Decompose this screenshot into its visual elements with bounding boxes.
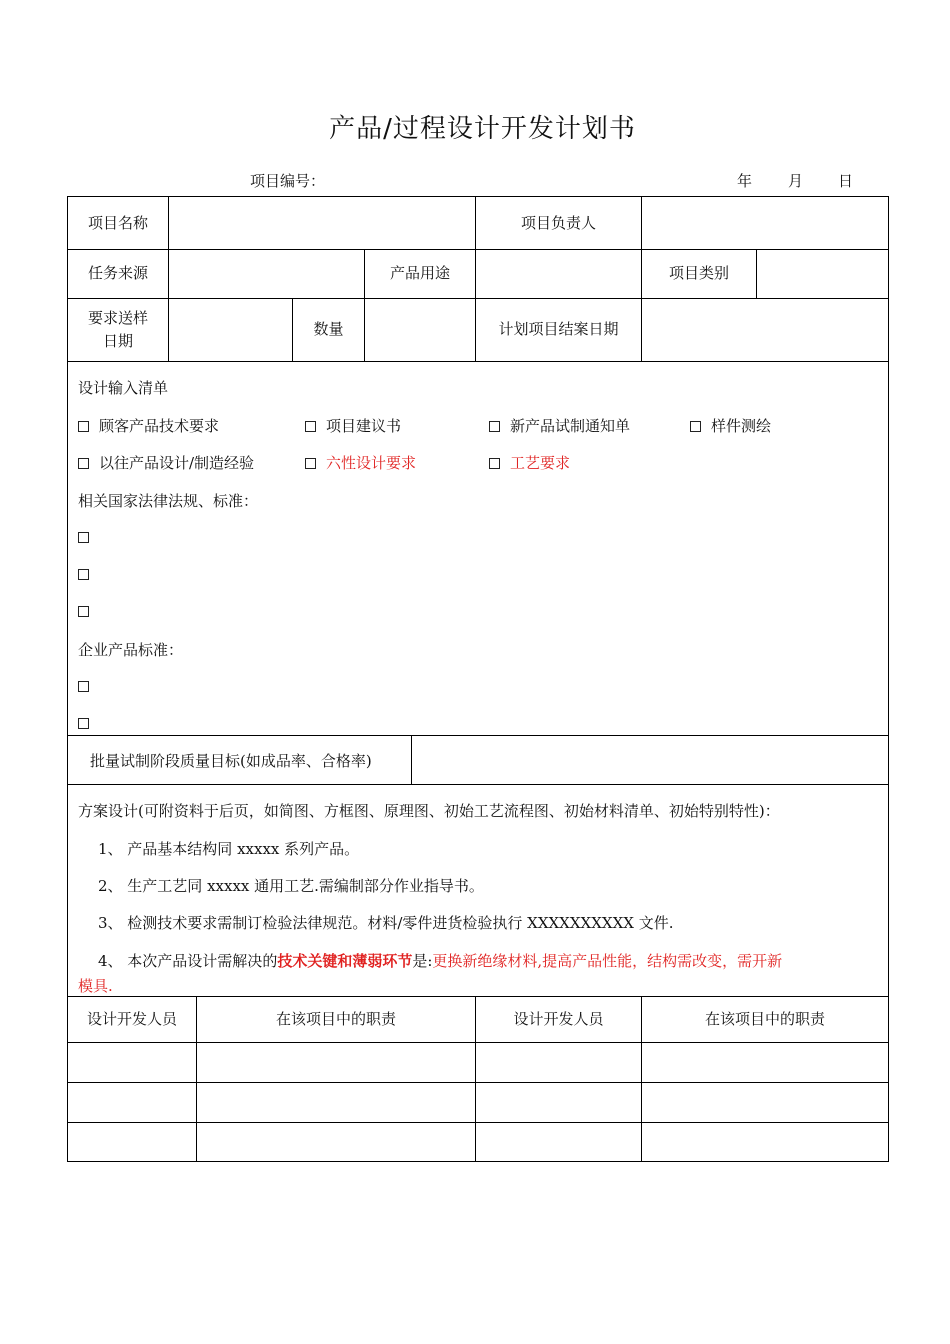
project-leader-field[interactable] <box>642 197 888 249</box>
plan-design-heading: 方案设计(可附资料于后页，如简图、方框图、原理图、初始工艺流程图、初始材料清单、初始特别特性)： <box>78 802 780 820</box>
task-source-label: 任务来源 <box>87 264 148 282</box>
checkbox-icon[interactable] <box>489 421 500 432</box>
plan-item-3: 3、 检测技术要求需制订检验法律规范。材料/零件进货检验执行 XXXXXXXXXX 文件. <box>98 914 674 932</box>
project-no-label: 项目编号： <box>250 172 326 190</box>
quality-target-field[interactable] <box>412 736 888 784</box>
row-divider <box>68 1042 889 1043</box>
staff-col-header-1: 设计开发人员 <box>86 1010 177 1028</box>
plan-item-4-mid: 是: <box>412 952 433 970</box>
checkbox-icon[interactable] <box>78 532 89 543</box>
staff-col-header-4: 在该项目中的职责 <box>704 1010 825 1028</box>
staff-col-header-3: 设计开发人员 <box>513 1010 604 1028</box>
product-usage-label: 产品用途 <box>389 264 450 282</box>
plan-item-4-prefix: 4、 本次产品设计需解决的 <box>98 952 278 970</box>
sample-date-label-line2: 日期 <box>102 331 133 350</box>
input-item-process-req[interactable] <box>489 452 570 473</box>
input-item-label: 以往产品设计/制造经验 <box>99 454 255 472</box>
checkbox-icon[interactable] <box>305 421 316 432</box>
input-item-label: 六性设计要求 <box>326 454 417 472</box>
project-leader-label: 项目负责人 <box>520 213 596 232</box>
sample-date-field[interactable] <box>169 298 292 361</box>
plan-item-4-detail: 更换新绝缘材料,提高产品性能，结构需改变，需开新 <box>432 952 783 970</box>
product-usage-field[interactable] <box>476 249 641 298</box>
plan-item-2: 2、 生产工艺同 xxxxx 通用工艺.需编制部分作业指导书。 <box>98 877 484 895</box>
checkbox-icon[interactable] <box>78 569 89 580</box>
row-divider <box>68 1082 889 1083</box>
law-item-1[interactable] <box>78 528 99 546</box>
checkbox-icon[interactable] <box>78 681 89 692</box>
input-item-customer-req[interactable] <box>78 415 219 436</box>
plan-item-4-keyword: 技术关键和薄弱环节 <box>277 952 413 970</box>
page-title: 产品/过程设计开发计划书 <box>329 114 636 144</box>
task-source-field[interactable] <box>169 249 364 298</box>
company-standards-heading: 企业产品标准： <box>78 641 184 659</box>
input-item-six-properties[interactable] <box>305 452 416 473</box>
design-input-heading: 设计输入清单 <box>78 379 169 397</box>
input-item-label: 顾客产品技术要求 <box>99 417 220 435</box>
plan-item-1: 1、 产品基本结构同 xxxxx 系列产品。 <box>98 840 360 858</box>
checkbox-icon[interactable] <box>690 421 701 432</box>
input-item-label: 项目建议书 <box>326 417 402 435</box>
input-item-past-experience[interactable] <box>78 452 254 473</box>
checkbox-icon[interactable] <box>78 458 89 469</box>
checkbox-icon[interactable] <box>489 458 500 469</box>
quantity-label: 数量 <box>313 320 344 338</box>
plan-item-4-continued: 模具. <box>78 977 113 995</box>
project-category-field[interactable] <box>757 249 888 298</box>
close-date-field[interactable] <box>642 298 888 361</box>
input-item-label: 工艺要求 <box>510 454 571 472</box>
row-divider <box>68 784 889 785</box>
checkbox-icon[interactable] <box>78 421 89 432</box>
project-name-field[interactable] <box>169 197 475 249</box>
close-date-label: 计划项目结案日期 <box>498 320 619 338</box>
law-item-3[interactable] <box>78 602 99 620</box>
sample-date-label <box>68 298 168 361</box>
law-standards-heading: 相关国家法律法规、标准： <box>78 492 259 510</box>
checkbox-icon[interactable] <box>78 718 89 729</box>
input-item-proposal[interactable] <box>305 415 401 436</box>
day-label: 日 <box>838 172 854 190</box>
staff-col-header-2: 在该项目中的职责 <box>275 1010 396 1028</box>
company-item-1[interactable] <box>78 677 99 695</box>
quantity-field[interactable] <box>365 298 475 361</box>
quality-target-cell <box>68 736 411 784</box>
row-divider <box>68 1122 889 1123</box>
project-category-label: 项目类别 <box>668 264 729 282</box>
checkbox-icon[interactable] <box>78 606 89 617</box>
month-label: 月 <box>788 172 804 190</box>
year-label: 年 <box>737 172 753 190</box>
quality-target-label: 批量试制阶段质量目标(如成品率、合格率) <box>90 752 372 770</box>
sample-date-label-line1: 要求送样 <box>87 308 148 327</box>
input-item-sample-mapping[interactable] <box>690 415 771 436</box>
checkbox-icon[interactable] <box>305 458 316 469</box>
row-divider <box>68 361 889 362</box>
input-item-trial-notice[interactable] <box>489 415 630 436</box>
law-item-2[interactable] <box>78 565 99 583</box>
company-item-2[interactable] <box>78 714 99 732</box>
project-name-label: 项目名称 <box>87 213 148 232</box>
plan-item-4 <box>98 950 782 971</box>
input-item-label: 样件测绘 <box>711 417 772 435</box>
input-item-label: 新产品试制通知单 <box>510 417 631 435</box>
